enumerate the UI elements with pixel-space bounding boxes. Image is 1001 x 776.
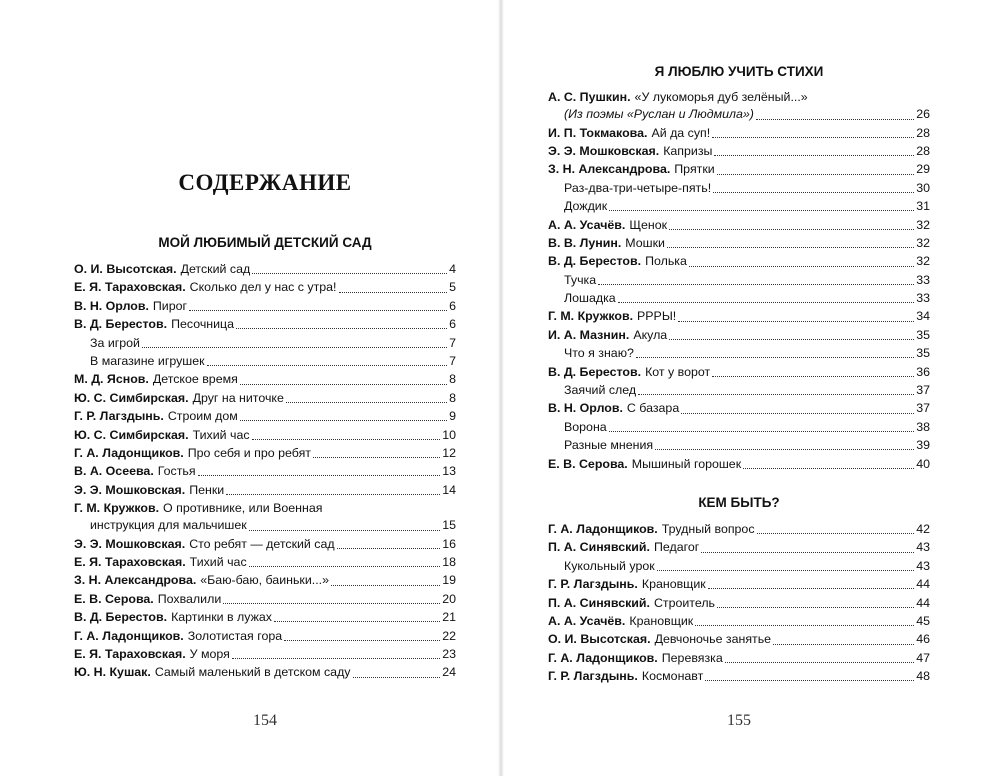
- dot-leader: [232, 657, 440, 659]
- toc-entry-title: Крановщик: [641, 577, 706, 592]
- page-number-right: 155: [727, 712, 751, 729]
- dot-leader: [705, 679, 914, 681]
- toc-entry: [548, 234, 930, 252]
- toc-list-poems: [548, 88, 930, 473]
- dot-leader: [756, 118, 914, 120]
- toc-entry-page: 32: [916, 217, 930, 232]
- section-heading-poems: Я ЛЮБЛЮ УЧИТЬ СТИХИ: [654, 64, 824, 79]
- dot-leader: [252, 272, 447, 274]
- toc-entry-title: Детский сад: [180, 262, 251, 276]
- toc-entry-title: Акула: [633, 327, 668, 342]
- toc-entry-title: За игрой: [90, 335, 140, 350]
- toc-entry-title: Мышиный горошек: [631, 456, 742, 471]
- dot-leader: [618, 301, 915, 303]
- toc-entry-title: Девчоночье занятье: [654, 632, 772, 647]
- toc-entry-page: 32: [916, 254, 930, 269]
- toc-entry-author: З. Н. Александрова.: [74, 573, 197, 588]
- toc-entry-author: О. И. Высотская.: [548, 632, 651, 647]
- toc-entry-author: М. Д. Яснов.: [74, 372, 149, 387]
- dot-leader: [284, 639, 440, 641]
- toc-entry-author: Е. В. Серова.: [548, 456, 628, 471]
- dot-leader: [286, 401, 447, 403]
- toc-entry-title: Что я знаю?: [564, 346, 634, 361]
- dot-leader: [708, 587, 914, 589]
- toc-entry: [74, 426, 456, 444]
- toc-entry-author: Г. М. Кружков.: [548, 309, 634, 324]
- toc-list-professions: [548, 520, 930, 686]
- toc-entry-page: 44: [916, 577, 930, 592]
- dot-leader: [667, 246, 914, 248]
- toc-entry-author: П. А. Синявский.: [548, 595, 650, 610]
- dot-leader: [712, 375, 914, 377]
- toc-entry: [548, 520, 930, 538]
- toc-entry: [548, 557, 930, 575]
- toc-entry-author: Э. Э. Мошковская.: [74, 536, 186, 551]
- toc-entry: [74, 297, 456, 315]
- toc-entry-page: 10: [442, 427, 456, 442]
- dot-leader: [142, 346, 447, 348]
- toc-entry-title: Золотистая гора: [187, 628, 283, 643]
- toc-entry: [548, 381, 930, 399]
- toc-entry-title: Пенки: [189, 482, 225, 497]
- dot-leader: [669, 338, 914, 340]
- toc-entry-author: Г. А. Ладонщиков.: [74, 445, 184, 460]
- toc-entry-page: 43: [916, 540, 930, 555]
- toc-entry: [74, 370, 456, 388]
- toc-entry-author: В. А. Осеева.: [74, 464, 154, 479]
- toc-entry-page: 15: [442, 518, 456, 533]
- toc-entry-title: В магазине игрушек: [90, 353, 205, 368]
- toc-entry-author: А. А. Усачёв.: [548, 613, 626, 628]
- toc-entry: [548, 160, 930, 178]
- dot-leader: [313, 456, 440, 458]
- toc-entry: [548, 399, 930, 417]
- dot-leader: [223, 602, 440, 604]
- toc-entry: [74, 407, 456, 425]
- toc-entry-author: И. А. Мазнин.: [548, 327, 630, 342]
- toc-entry: [548, 252, 930, 270]
- toc-entry-page: 13: [442, 464, 456, 479]
- toc-entry-title: Прятки: [674, 162, 715, 177]
- toc-entry-title: С базара: [626, 401, 680, 416]
- toc-entry-author: В. Д. Берестов.: [548, 254, 642, 269]
- toc-entry-author: В. Н. Орлов.: [548, 401, 623, 416]
- toc-entry-page: 36: [916, 364, 930, 379]
- toc-entry-author: Э. Э. Мошковская.: [548, 143, 660, 158]
- toc-entry: [74, 499, 456, 517]
- dot-leader: [331, 584, 440, 586]
- toc-entry-title: инструкция для мальчишек: [90, 518, 247, 533]
- toc-entry-page: 43: [916, 558, 930, 573]
- dot-leader: [226, 493, 440, 495]
- toc-entry-page: 6: [449, 317, 456, 332]
- dot-leader: [717, 173, 915, 175]
- toc-entry-title: Дождик: [564, 199, 608, 214]
- dot-leader: [713, 191, 914, 193]
- toc-entry-author: Е. Я. Тараховская.: [74, 647, 186, 661]
- toc-entry-author: Г. М. Кружков.: [74, 501, 160, 516]
- toc-entry-page: 16: [442, 536, 456, 551]
- toc-entry-title: Сто ребят — детский сад: [189, 536, 335, 551]
- toc-entry: [548, 197, 930, 215]
- toc-entry-title: О противнике, или Военная: [163, 501, 323, 516]
- toc-entry-title: Тихий час: [189, 555, 247, 570]
- dot-leader: [337, 547, 441, 549]
- dot-leader: [681, 412, 914, 414]
- toc-entry: [548, 124, 930, 142]
- dot-leader: [701, 551, 914, 553]
- toc-entry-page: 7: [449, 353, 456, 368]
- toc-entry-author: Ю. С. Симбирская.: [74, 390, 189, 405]
- toc-entry: [548, 455, 930, 473]
- toc-entry-author: Е. Я. Тараховская.: [74, 555, 186, 570]
- toc-entry: [548, 216, 930, 234]
- toc-entry-page: 29: [916, 162, 930, 177]
- toc-entry-author: Е. Я. Тараховская.: [74, 280, 186, 295]
- toc-entry-title: Песочница: [171, 317, 235, 332]
- toc-entry-title: Про себя и про ребят: [187, 445, 311, 460]
- dot-leader: [743, 467, 914, 469]
- dot-leader: [236, 327, 447, 329]
- dot-leader: [198, 474, 441, 476]
- dot-leader: [249, 565, 441, 567]
- toc-entry-title: Детское время: [152, 372, 238, 387]
- dot-leader: [339, 291, 448, 293]
- toc-entry-title: Заячий след: [564, 383, 637, 398]
- dot-leader: [757, 532, 915, 534]
- toc-entry: [548, 649, 930, 667]
- toc-entry-title: Полька: [645, 254, 687, 269]
- toc-entry: [74, 260, 456, 278]
- toc-entry: [548, 142, 930, 160]
- toc-entry-title: «Баю-баю, баиньки...»: [200, 573, 329, 588]
- toc-entry-title: РРРЫ!: [637, 309, 677, 324]
- dot-leader: [240, 419, 447, 421]
- toc-entry: [74, 535, 456, 553]
- toc-entry-title: Щенок: [629, 217, 668, 232]
- toc-entry: [548, 326, 930, 344]
- toc-entry-author: П. А. Синявский.: [548, 540, 650, 555]
- toc-entry: [74, 444, 456, 462]
- page-number-left: 154: [253, 712, 277, 729]
- toc-entry-page: 26: [916, 107, 930, 122]
- toc-entry-author: Е. В. Серова.: [74, 591, 154, 606]
- toc-entry-title: Друг на ниточке: [192, 390, 284, 405]
- toc-entry-title: Капризы: [663, 143, 713, 158]
- toc-entry: [74, 627, 456, 645]
- toc-entry: [74, 517, 456, 534]
- toc-entry-title: Ворона: [564, 419, 607, 434]
- toc-entry-author: А. А. Усачёв.: [548, 217, 626, 232]
- toc-entry-title: Тучка: [564, 272, 597, 287]
- toc-entry-title: Самый маленький в детском саду: [154, 665, 351, 680]
- toc-entry: [74, 315, 456, 333]
- dot-leader: [598, 283, 914, 285]
- toc-entry-title: Космонавт: [641, 669, 704, 684]
- toc-entry-page: 42: [916, 522, 930, 536]
- toc-entry-title: У моря: [189, 647, 230, 661]
- toc-entry: [548, 612, 930, 630]
- dot-leader: [274, 620, 440, 622]
- dot-leader: [678, 320, 914, 322]
- toc-entry-title: Разные мнения: [564, 438, 654, 453]
- toc-entry-title: Пирог: [152, 298, 188, 313]
- toc-entry-page: 30: [916, 180, 930, 195]
- toc-entry-page: 23: [442, 647, 456, 661]
- contents-title: СОДЕРЖАНИЕ: [178, 170, 352, 195]
- toc-entry-title: Крановщик: [629, 613, 694, 628]
- toc-entry-page: 4: [449, 262, 456, 276]
- toc-entry-page: 9: [449, 409, 456, 424]
- dot-leader: [717, 606, 914, 608]
- toc-entry-title: Кукольный урок: [564, 558, 655, 573]
- dot-leader: [252, 438, 441, 440]
- section-heading-professions: КЕМ БЫТЬ?: [698, 495, 780, 510]
- toc-entry: [74, 278, 456, 296]
- toc-entry-page: 40: [916, 456, 930, 471]
- toc-entry-page: 33: [916, 291, 930, 306]
- toc-entry-page: 21: [442, 610, 456, 625]
- toc-entry-title: Строитель: [653, 595, 716, 610]
- toc-entry-author: Г. А. Ладонщиков.: [548, 650, 658, 665]
- dot-leader: [712, 136, 914, 138]
- toc-entry-page: 33: [916, 272, 930, 287]
- toc-entry-page: 47: [916, 650, 930, 665]
- toc-entry-title: Гостья: [157, 464, 196, 479]
- dot-leader: [638, 393, 914, 395]
- toc-entry-page: 20: [442, 591, 456, 606]
- left-page: [74, 0, 456, 776]
- dot-leader: [636, 356, 914, 358]
- toc-entry: [74, 352, 456, 370]
- toc-entry-title: Мошки: [625, 235, 665, 250]
- toc-entry: [548, 667, 930, 685]
- toc-entry-author: В. Н. Орлов.: [74, 298, 149, 313]
- toc-entry-page: 35: [916, 327, 930, 342]
- toc-entry-author: З. Н. Александрова.: [548, 162, 671, 177]
- toc-entry: [548, 344, 930, 362]
- toc-entry-title: Перевязка: [661, 650, 723, 665]
- dot-leader: [207, 364, 448, 366]
- right-page: [548, 0, 930, 776]
- toc-entry: [548, 594, 930, 612]
- dot-leader: [773, 643, 914, 645]
- section-heading-kindergarten: МОЙ ЛЮБИМЫЙ ДЕТСКИЙ САД: [158, 235, 372, 250]
- toc-entry-author: В. В. Лунин.: [548, 235, 622, 250]
- toc-entry: [548, 289, 930, 307]
- toc-entry-page: 28: [916, 143, 930, 158]
- dot-leader: [669, 228, 914, 230]
- toc-entry: [548, 271, 930, 289]
- toc-entry: [548, 179, 930, 197]
- dot-leader: [240, 383, 447, 385]
- dot-leader: [695, 624, 914, 626]
- toc-entry-page: 37: [916, 401, 930, 416]
- toc-entry: [74, 389, 456, 407]
- dot-leader: [249, 529, 441, 531]
- toc-entry-title: Строим дом: [167, 409, 238, 424]
- toc-entry-page: 39: [916, 438, 930, 453]
- dot-leader: [189, 309, 447, 311]
- toc-entry-title: Педагог: [653, 540, 700, 555]
- toc-entry-page: 5: [449, 280, 456, 295]
- dot-leader: [609, 209, 914, 211]
- dot-leader: [714, 154, 914, 156]
- toc-entry-page: 19: [442, 573, 456, 588]
- toc-entry-author: И. П. Токмакова.: [548, 125, 648, 140]
- toc-entry-page: 22: [442, 628, 456, 643]
- toc-entry-title: «У лукоморья дуб зелёный...»: [634, 90, 808, 104]
- toc-entry-title: Картинки в лужах: [171, 610, 272, 625]
- toc-entry-title: Сколько дел у нас с утра!: [189, 280, 337, 295]
- toc-entry-page: 48: [916, 669, 930, 684]
- toc-entry-page: 7: [449, 335, 456, 350]
- toc-entry: [74, 590, 456, 608]
- toc-entry-page: 44: [916, 595, 930, 610]
- toc-entry-page: 24: [442, 665, 456, 680]
- toc-entry-page: 8: [449, 390, 456, 405]
- toc-entry-page: 31: [916, 199, 930, 214]
- toc-entry-page: 45: [916, 613, 930, 628]
- toc-entry: [74, 553, 456, 571]
- toc-entry: [74, 645, 456, 663]
- toc-entry-page: 18: [442, 555, 456, 570]
- book-spine-shadow: [498, 0, 504, 776]
- dot-leader: [657, 569, 915, 571]
- toc-entry: [548, 630, 930, 648]
- toc-entry-author: В. Д. Берестов.: [548, 364, 642, 379]
- toc-entry-page: 12: [442, 445, 456, 460]
- toc-entry: [548, 436, 930, 454]
- toc-entry-author: Г. А. Ладонщиков.: [74, 628, 184, 643]
- toc-list-kindergarten: [74, 260, 456, 682]
- toc-entry-page: 28: [916, 125, 930, 140]
- toc-entry: [74, 462, 456, 480]
- toc-entry: [74, 608, 456, 626]
- toc-entry-title: Ай да суп!: [651, 125, 711, 140]
- toc-entry-title: Лошадка: [564, 291, 616, 306]
- toc-entry-title: Раз-два-три-четыре-пять!: [564, 180, 712, 195]
- toc-entry-title: Трудный вопрос: [661, 522, 755, 536]
- toc-entry-page: 46: [916, 632, 930, 647]
- dot-leader: [655, 448, 914, 450]
- toc-entry-author: Ю. С. Симбирская.: [74, 427, 189, 442]
- toc-entry-author: Г. Р. Лагздынь.: [74, 409, 164, 424]
- toc-entry: [74, 481, 456, 499]
- toc-entry-page: 37: [916, 383, 930, 398]
- toc-entry-author: В. Д. Берестов.: [74, 317, 168, 332]
- toc-entry-author: В. Д. Берестов.: [74, 610, 168, 625]
- toc-entry-author: Г. А. Ладонщиков.: [548, 522, 658, 536]
- toc-entry: [548, 418, 930, 436]
- toc-entry-page: 6: [449, 298, 456, 313]
- toc-entry-author: Г. Р. Лагздынь.: [548, 577, 638, 592]
- dot-leader: [353, 676, 441, 678]
- toc-entry: [74, 571, 456, 589]
- toc-entry-page: 35: [916, 346, 930, 361]
- toc-entry-author: Э. Э. Мошковская.: [74, 482, 186, 497]
- toc-entry-title: Кот у ворот: [645, 364, 711, 379]
- toc-entry-author: А. С. Пушкин.: [548, 90, 631, 104]
- toc-entry-page: 14: [442, 482, 456, 497]
- toc-entry: [548, 538, 930, 556]
- toc-entry: [548, 88, 930, 106]
- toc-entry-title: Тихий час: [192, 427, 250, 442]
- toc-entry-author: О. И. Высотская.: [74, 262, 177, 276]
- toc-entry: [74, 334, 456, 352]
- toc-entry: [548, 106, 930, 123]
- toc-entry: [548, 363, 930, 381]
- toc-entry: [74, 663, 456, 681]
- toc-entry: [548, 575, 930, 593]
- toc-entry-title: Похвалили: [157, 591, 222, 606]
- toc-entry: [548, 307, 930, 325]
- toc-entry-page: 34: [916, 309, 930, 324]
- toc-entry-title: (Из поэмы «Руслан и Людмила»): [564, 107, 754, 122]
- toc-entry-author: Ю. Н. Кушак.: [74, 665, 151, 680]
- dot-leader: [689, 265, 914, 267]
- dot-leader: [725, 661, 914, 663]
- toc-entry-page: 32: [916, 235, 930, 250]
- toc-entry-author: Г. Р. Лагздынь.: [548, 669, 638, 684]
- toc-entry-page: 38: [916, 419, 930, 434]
- toc-entry-page: 8: [449, 372, 456, 387]
- dot-leader: [609, 430, 915, 432]
